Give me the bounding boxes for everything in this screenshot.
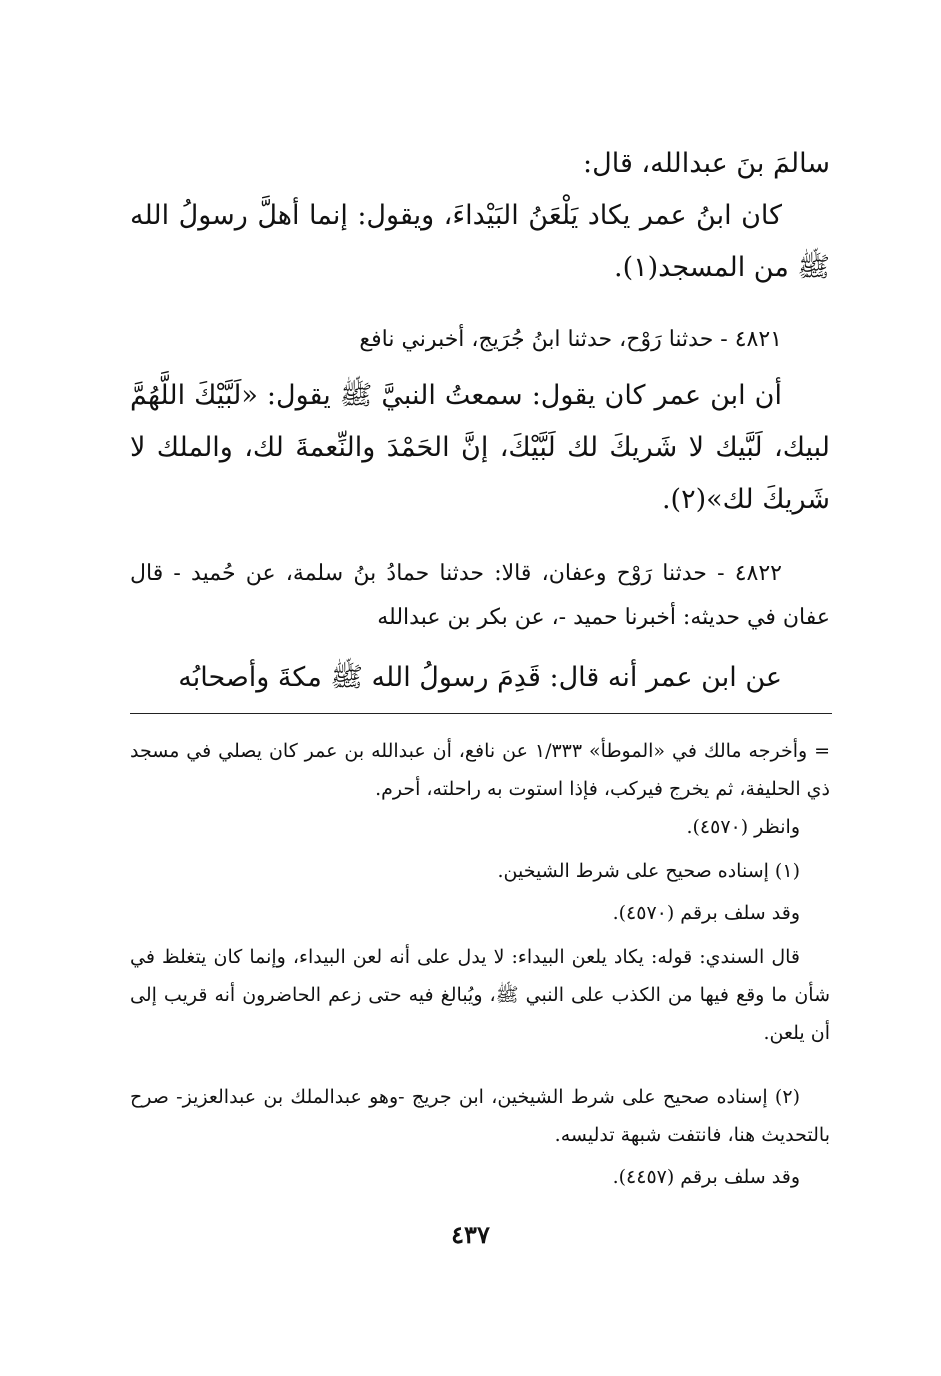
hadith-4822-matn: عن ابن عمر أنه قال: قَدِمَ رسولُ الله ﷺ مكةَ وأصحابُه xyxy=(178,662,782,693)
continuation-text: كان ابنُ عمر يكاد يَلْعَنُ البَيْداءَ، ويقول: إنما أهلَّ رسولُ الله ﷺ من المسجد(١). xyxy=(130,200,830,283)
footnote-sindi: قال السندي: قوله: يكاد يلعن البيداء: لا يدل على أنه لعن البيداء، وإنما كان يتغلظ في شأن ما وقع فيها من الكذب على النبي ﷺ، ويُبالغ فيه حتى زعم الحاضرون أنه قريب إلى أن يلعن. xyxy=(130,946,830,1044)
footnote-2: (٢) إسناده صحيح على شرط الشيخين، ابن جريج -وهو عبدالملك بن عبدالعزيز- صرح بالتحديث هنا، فانتفت شبهة تدليسه. xyxy=(130,1086,830,1146)
footnote-continuation: = وأخرجه مالك في «الموطأ» ١/٣٣٣ عن نافع، أن عبدالله بن عمر كان يصلي في مسجد ذي الحليفة، ثم يخرج فيركب، فإذا استوت به راحلته، أحرم. xyxy=(130,740,830,800)
footnote-continuation-see: وانظر (٤٥٧٠). xyxy=(686,816,800,838)
page-number: ٤٣٧ xyxy=(451,1220,490,1249)
footnote-1-ref: وقد سلف برقم (٤٥٧٠). xyxy=(612,902,800,924)
hadith-4822-isnad: ٤٨٢٢ - حدثنا رَوْح وعفان، قالا: حدثنا حمادُ بنُ سلمة، عن حُميد - قال عفان في حديثه: أخبرنا حميد -، عن بكر بن عبدالله xyxy=(130,561,830,630)
footnote-separator xyxy=(130,713,832,714)
footnote-1: (١) إسناده صحيح على شرط الشيخين. xyxy=(497,860,800,882)
hadith-4821-isnad: ٤٨٢١ - حدثنا رَوْح، حدثنا ابنُ جُرَيج، أخبرني نافع xyxy=(359,327,782,352)
footnote-2-ref: وقد سلف برقم (٤٤٥٧). xyxy=(612,1166,800,1188)
hadith-4821-matn: أن ابن عمر كان يقول: سمعتُ النبيَّ ﷺ يقول: «لَبَّيْكَ اللَّهُمَّ لبيك، لَبَّيك لا شَريكَ لك لَبَّيْكَ، إنَّ الحَمْدَ والنِّعمةَ لك، والملك لا شَريكَ لك»(٢). xyxy=(130,380,830,515)
continuation-line: سالمَ بنَ عبدالله، قال: xyxy=(583,148,830,179)
